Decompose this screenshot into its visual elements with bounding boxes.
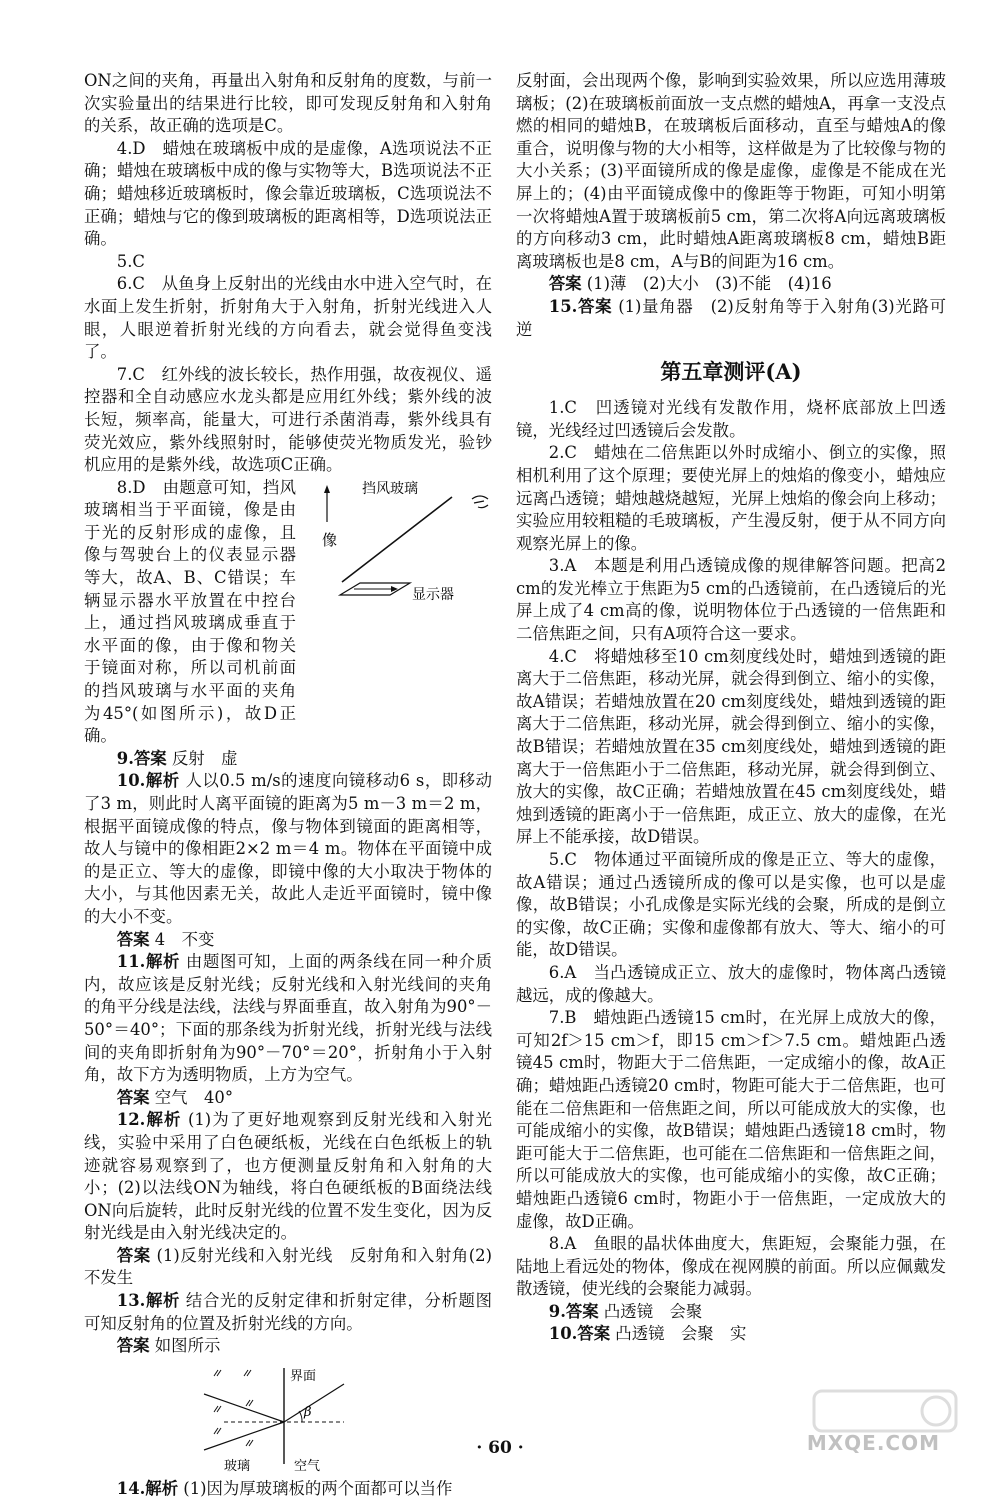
answer-label: 答案 [116,929,150,949]
answer-paragraph: 1.C 凹透镜对光线有发散作用，烧杯底部放上凹透镜，光线经过凹透镜后会发散。 [516,398,946,440]
question-8-block [84,477,492,748]
answer-paragraph: 10.答案 凸透镜 会聚 实 [548,1324,747,1344]
analysis-label: 13.解析 [116,1291,181,1311]
image-arrow-head [324,485,330,493]
answer-label: 15.答案 [548,296,613,316]
answer-paragraph: 4.D 蜡烛在玻璃板中成的是虚像，A选项说法不正确；蜡烛在玻璃板中成的像与实物等大，B选项说法不正确；蜡烛移近玻璃板时，像会靠近玻璃板，C选项说法不正确；蜡烛与它的像到玻璃板的距离相等，D选项说法正确。 [84,138,492,249]
answer-paragraph: 5.C [116,251,145,271]
answer-paragraph: 14.解析 (1)因为厚玻璃板的两个面都可以当作 [116,1478,453,1498]
answer-paragraph: 8.D 由题意可知，挡风玻璃相当于平面镜，像是由于光的反射形成的虚像，且像与驾驶台上的仪表显示器等大，故A、B、C错误；车辆显示器水平放置在中控台上，通过挡风玻璃成垂直于水平面的像，由于像和物关于镜面对称，所以司机前面的挡风玻璃与水平面的夹角为45°(如图所示)，故D正确。 [84,477,296,746]
answer-paragraph: 3.A 本题是利用凸透镜成像的规律解答问题。把高2 cm的发光棒立于焦距为5 cm的凸透镜前，在凸透镜后的光屏上成了4 cm高的像，说明物体位于凸透镜的一倍焦距和二倍焦距之间，只有A项符合这一要求。 [516,556,946,644]
answer-label: 答案 [116,1245,151,1265]
answer-paragraph: 2.C 蜡烛在二倍焦距以外时成缩小、倒立的实像，照相机利用了这个原理；要使光屏上的烛焰的像变小，蜡烛应远离凸透镜；蜡烛越烧越短，光屏上烛焰的像会向上移动；实验应用较粗糙的毛玻璃板，产生漫反射，便于从不同方向观察光屏上的像。 [516,443,946,553]
answer-paragraph: 12.解析 (1)为了更好地观察到反射光线和入射光线，实验中采用了白色硬纸板，光线在白色纸板上的轨迹就容易观察到了，也方便测量反射角和入射角的大小；(2)以法线ON为轴线，将白色硬纸板的B面绕法线ON向后旋转，此时反射光线的位置不发生变化，因为反射光线是由入射光线决定的。 [84,1110,492,1243]
eye-icon [472,496,488,508]
answer-paragraph: 答案 (1)薄 (2)大小 (3)不能 (4)16 [548,274,832,294]
display-label: 显示器 [412,586,454,603]
answer-paragraph: 答案 4 不变 [116,929,215,949]
answer-paragraph: 9.答案 反射 虚 [116,748,238,768]
windshield-label: 挡风玻璃 [362,480,418,497]
answer-paragraph: 9.答案 凸透镜 会聚 [548,1301,703,1321]
answer-label: 答案 [116,1087,150,1107]
answer-paragraph: ON之间的夹角，再量出入射角和反射角的度数，与前一次实验量出的结果进行比较，即可发现反射角和入射角的关系，故正确的选项是C。 [84,71,492,136]
answer-label: 9.答案 [548,1301,599,1321]
page-number: · 60 · [476,1438,524,1458]
glass-label: 玻璃 [224,1458,251,1474]
answer-paragraph: 反射面，会出现两个像，影响到实验效果，所以应选用薄玻璃板；(2)在玻璃板前面放一支点燃的蜡烛A，再拿一支没点燃的相同的蜡烛B，在玻璃板后面移动，直至与蜡烛A的像重合，说明像与物的大小相等，这样做是为了比较像与物的大小关系；(3)平面镜所成的像是虚像，虚像是不能成在光屏上的；(4)由平面镜成像中的像距等于物距，可知小明第一次将蜡烛A置于玻璃板前5 cm，第二次将A向远离玻璃板的方向移动3 cm，此时蜡烛A距离玻璃板8 cm，蜡烛B距离玻璃板也是8 cm，A与B的间距为16 cm。 [516,71,946,271]
answer-paragraph: 15.答案 (1)量角器 (2)反射角等于入射角(3)光路可逆 [516,296,946,339]
image-label: 像 [322,530,338,549]
answer-paragraph: 10.解析 人以0.5 m/s的速度向镜移动6 s，即移动了3 m，则此时人离平面镜的距离为5 m－3 m＝2 m，根据平面镜成像的特点，像与物体到镜面的距离相等，故人与镜中的像相距2×2 m＝4 m。物体在平面镜中成的是正立、等大的虚像，即镜中像的大小取决于物体的大小，与其他因素无关，故此人走近平面镜时，镜中像的大小不变。 [84,771,492,926]
windshield-diagram [302,477,492,607]
answer-label: 10.答案 [548,1324,611,1344]
angle-arc [299,1411,302,1422]
answer-paragraph: 6.A 当凸透镜成正立、放大的虚像时，物体离凸透镜越远，成的像越大。 [516,962,946,1005]
answer-paragraph: 11.解析 由题图可知，上面的两条线在同一种介质内，故应该是反射光线；反射光线和入射光线间的夹角的角平分线是法线，法线与界面垂直，故入射角为90°－50°＝40°；下面的那条线为折射光线，折射光线与法线间的夹角即折射角为90°－70°＝20°，折射角小于入射角，故下方为透明物质，上方为空气。 [84,952,492,1085]
analysis-label: 14.解析 [116,1478,179,1498]
section-title: 第五章测评(A) [660,359,802,385]
answer-paragraph: 7.B 蜡烛距凸透镜15 cm时，在光屏上成放大的像，可知2f＞15 cm＞f，即15 cm＞f＞7.5 cm。蜡烛距凸透镜45 cm时，物距大于二倍焦距，一定成缩小的像，故A正确；蜡烛距凸透镜20 cm时，物距可能大于二倍焦距，也可能在二倍焦距和一倍焦距之间，所以可能成放大的实像，也可能成缩小的实像，故B错误；蜡烛距凸透镜18 cm时，物距可能大于二倍焦距，也可能在二倍焦距和一倍焦距之间，所以可能成放大的实像，也可能成缩小的实像，故C正确；蜡烛距凸透镜6 cm时，物距小于一倍焦距，一定成放大的虚像，故D正确。 [516,1008,946,1231]
analysis-label: 12.解析 [116,1110,182,1130]
beta-label: β [304,1404,312,1420]
answer-paragraph: 13.解析 结合光的反射定律和折射定律，分析题图可知反射角的位置及折射光线的方向。 [84,1291,492,1333]
answer-label: 9.答案 [116,748,167,768]
right-column [516,70,946,1346]
incident-ray [204,1394,284,1422]
answer-paragraph: 答案 如图所示 [116,1336,221,1356]
answer-label: 答案 [548,274,582,294]
answer-label: 答案 [116,1336,150,1356]
analysis-label: 11.解析 [116,952,181,972]
windshield-line [342,497,452,582]
left-column [84,70,492,1500]
air-label: 空气 [294,1458,321,1474]
answer-paragraph: 5.C 物体通过平面镜所成的像是正立、等大的虚像，故A错误；通过凸透镜所成的像可以是实像，也可以是虚像，故B错误；小孔成像是实际光线的会聚，所成的是倒立的实像，故C正确；实像和虚像都有放大、等大、缩小的可能，故D错误。 [516,850,946,960]
answer-paragraph: 答案 (1)反射光线和入射光线 反射角和入射角(2)不发生 [84,1245,492,1288]
analysis-label: 10.解析 [116,771,180,791]
refracted-ray [284,1384,344,1422]
interface-label: 界面 [290,1368,317,1384]
answer-paragraph: 4.C 将蜡烛移至10 cm刻度线处时，蜡烛到透镜的距离大于二倍焦距，移动光屏，就会得到倒立、缩小的实像，故A错误；若蜡烛放置在20 cm刻度线处，蜡烛到透镜的距离大于二倍焦距，移动光屏，就会得到倒立、缩小的实像，故B错误；若蜡烛放置在35 cm刻度线处，蜡烛到透镜的距离大于一倍焦距小于二倍焦距，移动光屏，就会得到倒立、放大的实像，故C正确；若蜡烛放置在45 cm刻度线处，蜡烛到透镜的距离小于一倍焦距，成正立、放大的虚像，在光屏上不能承接，故D错误。 [516,646,946,847]
answer-paragraph: 8.A 鱼眼的晶状体曲度大，焦距短，会聚能力强，在陆地上看远处的物体，像成在视网膜的前面。所以应佩戴发散透镜，使光线的会聚能力减弱。 [516,1234,946,1299]
answer-paragraph: 6.C 从鱼身上反射出的光线由水中进入空气时，在水面上发生折射，折射角大于入射角，折射光线进入人眼，人眼逆着折射光线的方向看去，就会觉得鱼变浅了。 [84,274,492,362]
answer-paragraph: 答案 空气 40° [116,1087,234,1107]
watermark-text: MXQE.COM [806,1431,940,1455]
answer-paragraph: 7.C 红外线的波长较长，热作用强，故夜视仪、遥控器和全自动感应水龙头都是应用红外线；紫外线的波长短，频率高，能量大，可进行杀菌消毒，紫外线具有荧光效应，紫外线照射时，能够使荧光物质发光，验钞机应用的是紫外线，故选项C正确。 [84,364,492,475]
